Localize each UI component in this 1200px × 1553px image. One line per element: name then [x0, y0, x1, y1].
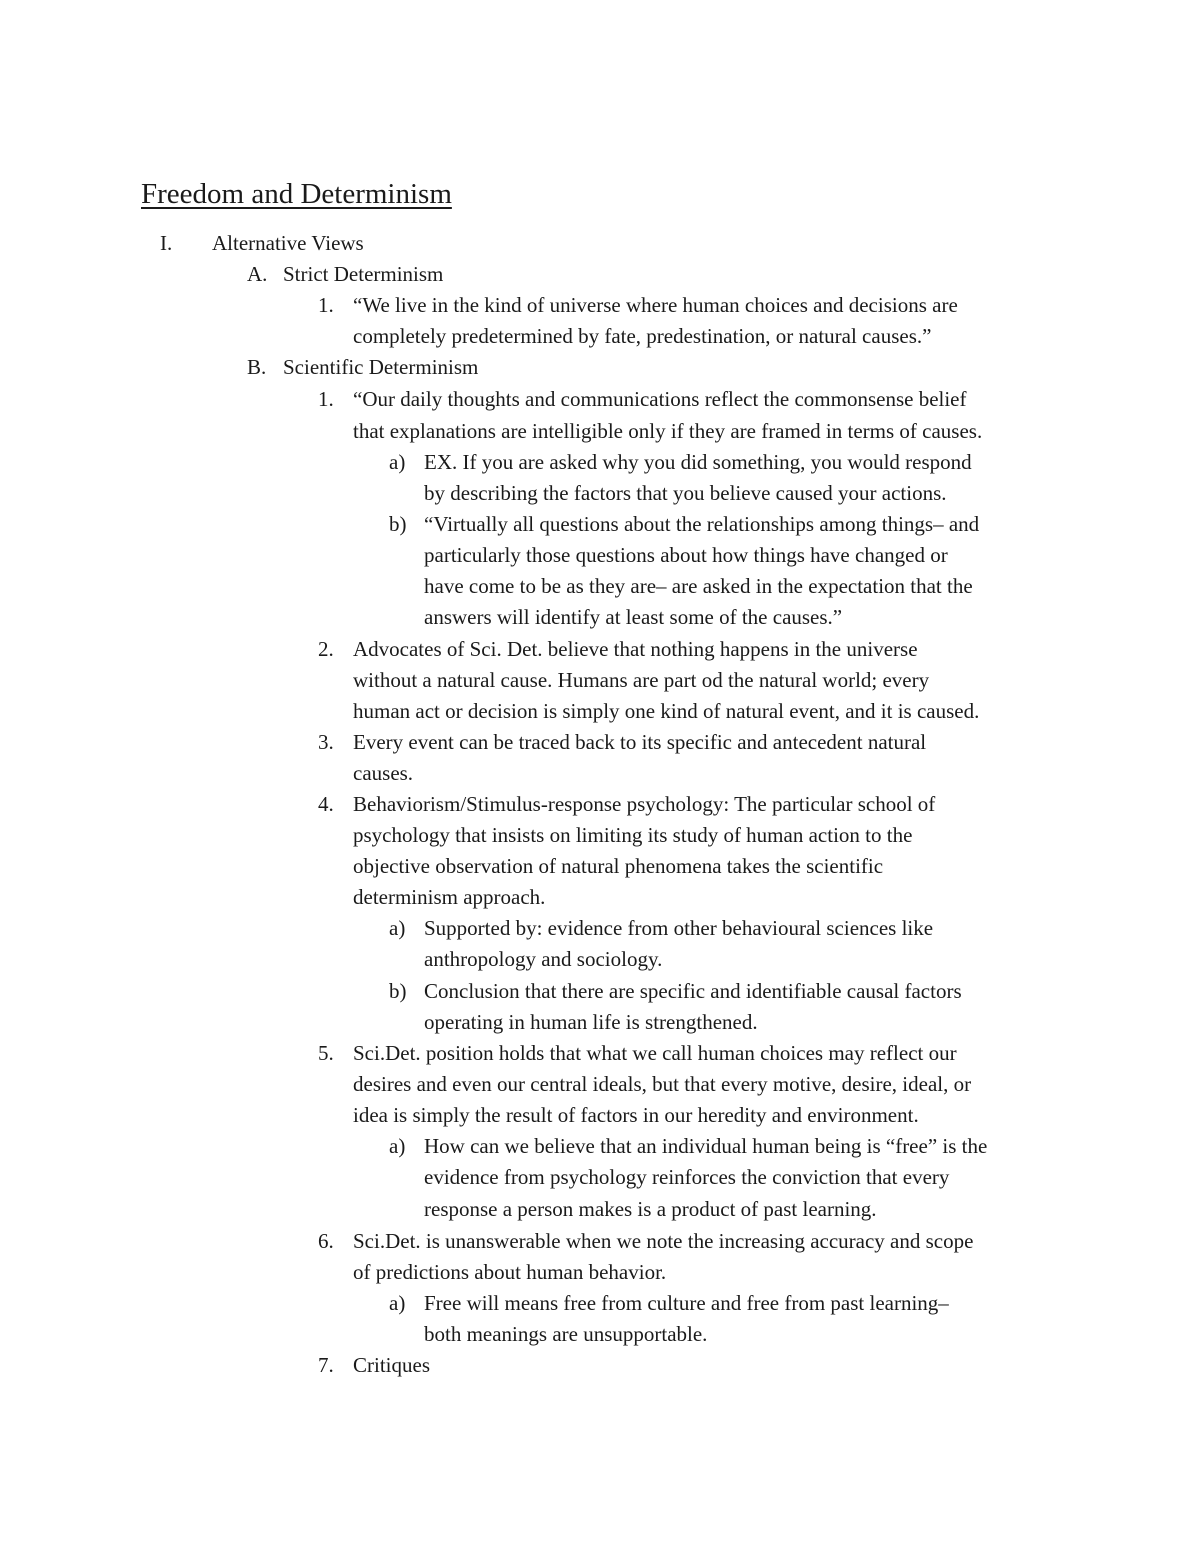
- outline-line: answers will identify at least some of the causes.”: [424, 605, 843, 629]
- outline-line: determinism approach.: [353, 885, 546, 909]
- outline-marker-letter: B.: [247, 355, 267, 379]
- outline-heading-strict-determinism: Strict Determinism: [283, 262, 444, 286]
- outline-marker-sub: b): [389, 979, 407, 1003]
- outline-marker-sub: a): [389, 1134, 406, 1158]
- outline-line: response a person makes is a product of past learning.: [424, 1197, 877, 1221]
- outline-line: How can we believe that an individual human being is “free” is the: [424, 1134, 988, 1158]
- outline-line: psychology that insists on limiting its study of human action to the: [353, 823, 913, 847]
- outline-marker-number: 1.: [318, 293, 334, 317]
- outline-line: completely predetermined by fate, predestination, or natural causes.”: [353, 324, 932, 348]
- outline-line: desires and even our central ideals, but that every motive, desire, ideal, or: [353, 1072, 972, 1096]
- outline-line: Sci.Det. is unanswerable when we note the increasing accuracy and scope: [353, 1229, 974, 1253]
- outline-marker-number: 4.: [318, 792, 334, 816]
- outline-marker-sub: a): [389, 916, 406, 940]
- outline-marker-number: 5.: [318, 1041, 334, 1065]
- outline-marker-letter: A.: [247, 262, 268, 286]
- outline-line: causes.: [353, 761, 414, 785]
- outline-marker-number: 2.: [318, 637, 334, 661]
- outline-line: Every event can be traced back to its specific and antecedent natural: [353, 730, 927, 754]
- outline-line: Free will means free from culture and free from past learning–: [424, 1291, 949, 1315]
- outline-line: EX. If you are asked why you did something, you would respond: [424, 450, 972, 474]
- outline-marker-sub: a): [389, 450, 406, 474]
- outline-line: without a natural cause. Humans are part od the natural world; every: [353, 668, 930, 692]
- outline-marker-roman: I.: [160, 231, 173, 255]
- outline-line: by describing the factors that you believe caused your actions.: [424, 481, 947, 505]
- outline-line: both meanings are unsupportable.: [424, 1322, 708, 1346]
- outline-line: evidence from psychology reinforces the conviction that every: [424, 1165, 950, 1189]
- outline-line: have come to be as they are– are asked in the expectation that the: [424, 574, 973, 598]
- outline-line: Advocates of Sci. Det. believe that nothing happens in the universe: [353, 637, 918, 661]
- outline-line: human act or decision is simply one kind of natural event, and it is caused.: [353, 699, 980, 723]
- outline-marker-number: 6.: [318, 1229, 334, 1253]
- outline-line: operating in human life is strengthened.: [424, 1010, 758, 1034]
- outline-marker-number: 1.: [318, 387, 334, 411]
- outline-line: Sci.Det. position holds that what we call human choices may reflect our: [353, 1041, 957, 1065]
- page-title: Freedom and Determinism: [141, 178, 452, 210]
- outline-heading-scientific-determinism: Scientific Determinism: [283, 355, 479, 379]
- outline-line: “We live in the kind of universe where human choices and decisions are: [353, 293, 958, 317]
- outline-marker-number: 3.: [318, 730, 334, 754]
- outline-marker-sub: a): [389, 1291, 406, 1315]
- outline-line: that explanations are intelligible only if they are framed in terms of causes.: [353, 419, 983, 443]
- outline-line: anthropology and sociology.: [424, 947, 663, 971]
- outline-line: “Virtually all questions about the relationships among things– and: [424, 512, 980, 536]
- outline-line: “Our daily thoughts and communications reflect the commonsense belief: [353, 387, 967, 411]
- outline-line: Supported by: evidence from other behavioural sciences like: [424, 916, 934, 940]
- outline-marker-sub: b): [389, 512, 407, 536]
- outline-heading-critiques: Critiques: [353, 1353, 430, 1377]
- outline-line: particularly those questions about how things have changed or: [424, 543, 948, 567]
- outline-marker-number: 7.: [318, 1353, 334, 1377]
- outline-line: Conclusion that there are specific and identifiable causal factors: [424, 979, 962, 1003]
- outline-line: idea is simply the result of factors in our heredity and environment.: [353, 1103, 919, 1127]
- outline-heading-alternative-views: Alternative Views: [212, 231, 364, 255]
- outline-line: objective observation of natural phenomena takes the scientific: [353, 854, 884, 878]
- outline-line: Behaviorism/Stimulus-response psychology: The particular school of: [353, 792, 936, 816]
- outline-line: of predictions about human behavior.: [353, 1260, 667, 1284]
